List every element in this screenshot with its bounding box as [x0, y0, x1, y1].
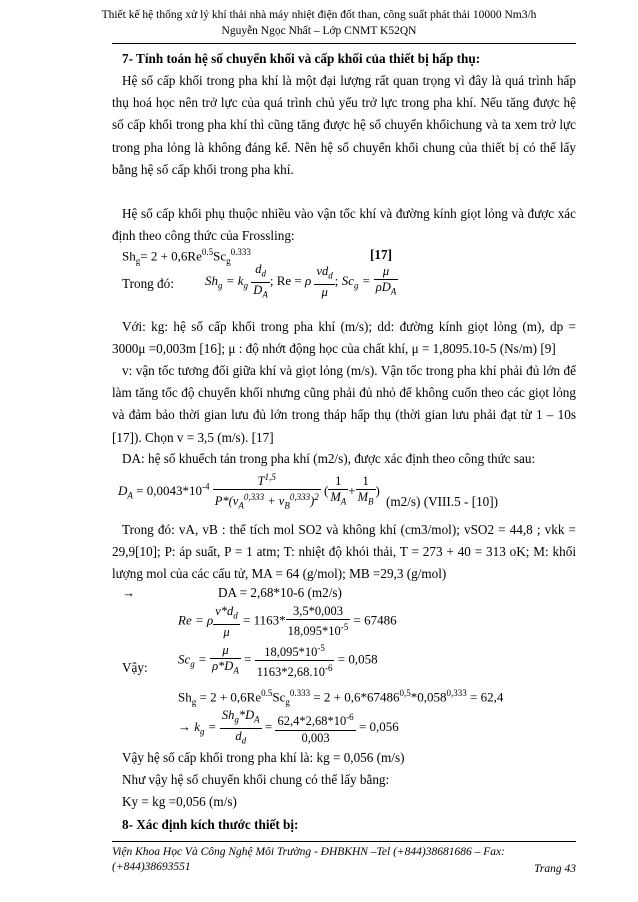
page-number: Trang 43: [534, 863, 576, 875]
kg-calculation: → $k_g$ = $\frac{Sh_g*D_A}{d_d}$ = $\frac{62,4*2,68*10^{-6}}{0,003}$ = 0,056: [178, 708, 399, 745]
sherwood-calculation: $Sh_g = 2 + 0,6Re^{0.5}Sc_g^{0.333} = 2 + 0,6*67486^{0,5}*0,058^{0,333} = 62,4$: [178, 688, 504, 707]
paragraph-parameters: Trong đó: vA, vB : thể tích mol SO2 và không khí (cm3/mol); vSO2 = 44,8 ; vkk = 29,9[10]; P: áp suất, P = 1 atm; T: nhiệt độ khói thải, T = 273 + 40 = 313 oK; M: khối lượng mol của các cấu tử, MA = 64 (g/mol); MB =29,3 (g/mol): [112, 522, 576, 582]
paragraph-frossling: Hệ số cấp khối phụ thuộc nhiều vào vận tốc khí và đường kính giọt lỏng và được xác định theo công thức của Frossling:: [112, 206, 576, 244]
header-title: Thiết kế hệ thống xử lý khí thải nhà máy nhiệt điện đốt than, công suất phát thải 10000 Nm3/h: [101, 9, 537, 21]
where-label: Trong đó:: [122, 276, 174, 291]
arrow-symbol: →: [122, 585, 136, 600]
therefore-label: Vậy:: [122, 660, 148, 675]
conclusion-intro: Như vậy hệ số chuyển khối chung có thể lấy bằng:: [122, 772, 390, 787]
footer-divider: [112, 841, 576, 842]
reynolds-calculation: Re = ρ $\frac{v*d_d}{\mu}$ = 1163* $\frac{3,5*0,003}{18,095*10^{-5}}$ = 67486: [178, 604, 397, 639]
header-author: Nguyễn Ngọc Nhất – Lớp CNMT K52QN: [221, 25, 417, 37]
section-7-title: 7- Tính toán hệ số chuyển khối và cấp khối của thiết bị hấp thụ:: [122, 51, 481, 66]
paragraph-velocity: v: vận tốc tương đối giữa khí và giọt lỏng (m/s). Vận tốc trong pha khí phải đủ lớn để làm tăng tốc độ chuyển khối nhưng cũng phải đủ nhỏ để không cuốn theo các giọt lỏng và đảm bảo thời gian lưu đủ lớn trong tháp hấp thụ (thời gian lưu phải đạt từ 1 – 10s [17]). Chọn v = 3,5 (m/s). [17]: [112, 363, 576, 445]
ref-17: [17]: [370, 247, 392, 262]
footer-institute: Viện Khoa Học Và Công Nghệ Môi Trường - ĐHBKHN –Tel (+844)38681686 – Fax: (+844)38693551: [112, 846, 505, 873]
section-8-title: 8- Xác định kích thước thiết bị:: [122, 817, 299, 832]
paragraph-intro: Hệ số cấp khối trong pha khí là một đại lượng rất quan trọng vì đây là quá trình hấp thụ hoá học nên trở lực của quá trình chủ yếu trở lực trong pha khí. Nếu tăng được hệ số cấp khối trong pha khí thì cũng tăng được hệ số chuyển khốichung và ta xem trở lực trong pha lỏng là không đáng kể. Nên hệ số chuyển khối chung của thiết bị có thể lấy bằng hệ số cấp khối trong pha khí.: [112, 73, 576, 177]
sherwood-formula: $Sh_g= 2 + 0,6Re^{0.5}Sc_g^{0.333}$: [122, 247, 251, 266]
header-divider: [112, 43, 576, 44]
conclusion-kg: Vậy hệ số cấp khối trong pha khí là: kg = 0,056 (m/s): [122, 750, 405, 765]
dimensionless-definitions: $Sh_g = k_g$ $\frac{d_d}{D_A}$ ; Re = ρ $\frac{vd_d}{\mu}$ ; $Sc_g$ = $\frac{\mu}{\rho D_A}$: [205, 262, 397, 299]
diffusion-result: DA = 2,68*10-6 (m2/s): [218, 585, 342, 600]
diffusion-units: (m2/s) (VIII.5 - [10]): [386, 494, 499, 509]
diffusion-formula: $D_A = 0,0043*10^{-4}$ $\frac{T^{1,5}}{P*(v_A^{0,333} + v_B^{0,333})^2}$ ( $\frac{1}{M_A}$ + $\frac{1}{M_B}$ ): [118, 472, 380, 511]
paragraph-variables: Với: kg: hệ số cấp khối trong pha khí (m/s); dd: đường kính giọt lỏng (m), dp = 3000μ =0,003m [16]; μ : độ nhớt động học của chất khí, μ = 1,8095.10-5 (Ns/m) [9]: [112, 319, 576, 357]
paragraph-diffusion: DA: hệ số khuếch tán trong pha khí (m2/s), được xác định theo công thức sau:: [122, 451, 536, 466]
conclusion-ky: Ky = kg =0,056 (m/s): [122, 794, 237, 809]
schmidt-calculation: $Sc_g$ = $\frac{\mu}{\rho*D_A}$ = $\frac{18,095*10^{-5}}{1163*2,68.10^{-6}}$ = 0,058: [178, 642, 378, 680]
